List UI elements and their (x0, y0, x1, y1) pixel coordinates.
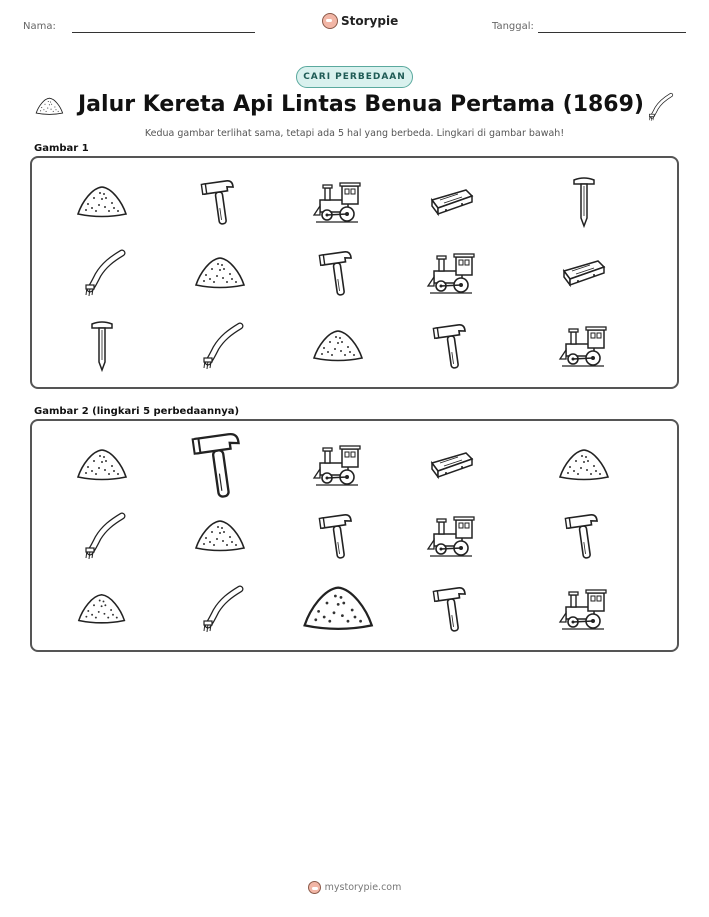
hammer-icon[interactable] (415, 579, 489, 639)
locomotive-icon (547, 316, 621, 376)
sand-pile-icon (301, 316, 375, 376)
sand-pile-icon (183, 243, 257, 303)
locomotive-icon[interactable] (301, 435, 375, 495)
title-sand-pile-icon (34, 96, 65, 121)
name-label: Nama: (23, 21, 56, 32)
wood-plank-icon[interactable] (415, 435, 489, 495)
hammer-icon (183, 172, 257, 232)
hammer-icon (415, 316, 489, 376)
sand-pile-icon[interactable] (65, 435, 139, 495)
locomotive-icon[interactable] (547, 579, 621, 639)
rope-icon[interactable] (183, 579, 257, 639)
sand-pile-icon[interactable] (65, 579, 139, 639)
hammer-icon[interactable] (547, 506, 621, 566)
locomotive-icon (415, 243, 489, 303)
hammer-icon[interactable] (183, 435, 257, 495)
sand-pile-icon[interactable] (183, 506, 257, 566)
date-field[interactable] (538, 32, 686, 33)
activity-badge: CARI PERBEDAAN (296, 66, 413, 88)
picture-1-panel (30, 156, 679, 389)
name-field[interactable] (72, 32, 255, 33)
title-rope-icon (644, 92, 674, 126)
railroad-spike-icon (65, 316, 139, 376)
rope-icon (183, 316, 257, 376)
locomotive-icon[interactable] (415, 506, 489, 566)
footer (0, 881, 709, 894)
hammer-icon[interactable] (301, 506, 375, 566)
wood-plank-icon (415, 172, 489, 232)
storypie-logo-icon (308, 881, 321, 894)
railroad-spike-icon (547, 172, 621, 232)
rope-icon[interactable] (65, 506, 139, 566)
page-title: Jalur Kereta Api Lintas Benua Pertama (1869) (78, 92, 644, 117)
brand-name: Storypie (341, 14, 399, 28)
sand-pile-icon[interactable] (547, 435, 621, 495)
footer-url: mystorypie.com (324, 882, 402, 893)
instructions: Kedua gambar terlihat sama, tetapi ada 5 hal yang berbeda. Lingkari di gambar bawah! (144, 128, 565, 139)
sand-pile-icon (65, 172, 139, 232)
storypie-logo-icon (322, 13, 338, 29)
picture-2-panel[interactable] (30, 419, 679, 652)
locomotive-icon (301, 172, 375, 232)
date-label: Tanggal: (492, 21, 534, 32)
brand (322, 13, 398, 29)
sand-pile-icon[interactable] (301, 579, 375, 639)
wood-plank-icon (547, 243, 621, 303)
rope-icon (65, 243, 139, 303)
hammer-icon (301, 243, 375, 303)
panel2-label: Gambar 2 (lingkari 5 perbedaannya) (34, 406, 240, 417)
panel1-label: Gambar 1 (34, 143, 89, 154)
